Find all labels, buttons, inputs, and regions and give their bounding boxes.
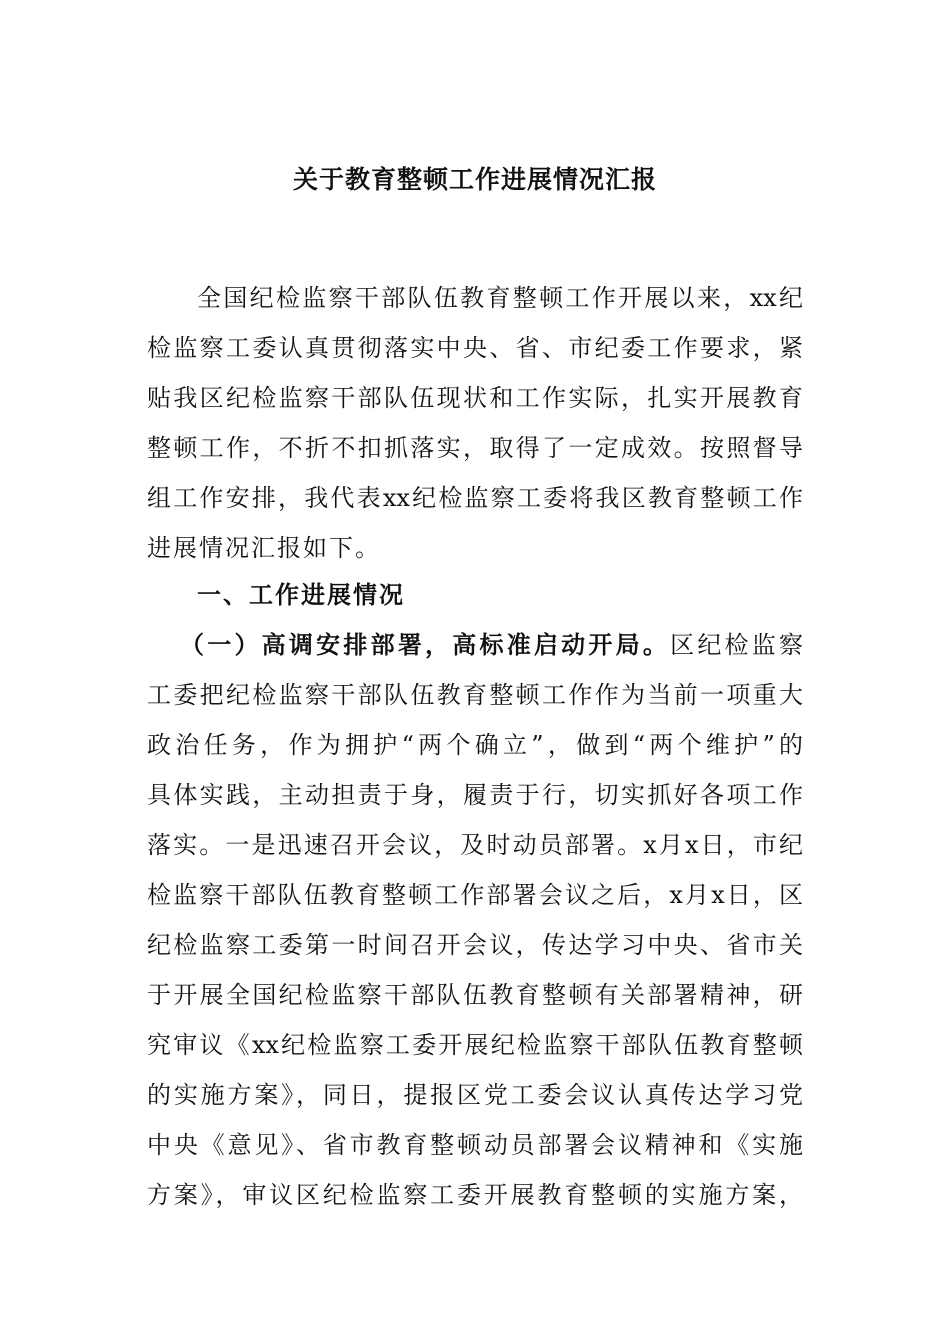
paragraph-line: 政治任务，作为拥护“两个确立”，做到“两个维护”的 [147, 731, 803, 759]
paragraph-line: 全国纪检监察干部队伍教育整顿工作开展以来，xx纪 [197, 284, 803, 312]
paragraph-line: 具体实践，主动担责于身，履责于行，切实抓好各项工作 [147, 781, 803, 809]
paragraph-line: 方案》，审议区纪检监察工委开展教育整顿的实施方案， [147, 1181, 803, 1209]
subsection-heading: （一）高调安排部署，高标准启动开局。 [180, 630, 671, 659]
paragraph-line: 整顿工作，不折不扣抓落实，取得了一定成效。按照督导 [147, 434, 803, 462]
paragraph-line: 进展情况汇报如下。 [147, 534, 381, 562]
paragraph-line: 检监察工委认真贯彻落实中央、省、市纪委工作要求，紧 [147, 334, 803, 362]
paragraph-line: 的实施方案》，同日，提报区党工委会议认真传达学习党 [147, 1081, 803, 1109]
paragraph-line: 工委把纪检监察干部队伍教育整顿工作作为当前一项重大 [147, 681, 803, 709]
document-title: 关于教育整顿工作进展情况汇报 [292, 165, 657, 194]
subsection-text: 区纪检监察 [670, 631, 804, 659]
paragraph-line: 于开展全国纪检监察干部队伍教育整顿有关部署精神，研 [147, 981, 803, 1009]
subsection-first-line [180, 620, 803, 670]
paragraph-line: 检监察干部队伍教育整顿工作部署会议之后，x月x日，区 [147, 881, 803, 909]
paragraph-line: 纪检监察工委第一时间召开会议，传达学习中央、省市关 [147, 931, 803, 959]
paragraph-line: 组工作安排，我代表xx纪检监察工委将我区教育整顿工作 [147, 484, 803, 512]
paragraph-line: 贴我区纪检监察干部队伍现状和工作实际，扎实开展教育 [147, 384, 803, 412]
section-heading: 一、工作进展情况 [197, 580, 405, 609]
paragraph-line: 中央《意见》、省市教育整顿动员部署会议精神和《实施 [147, 1131, 803, 1159]
paragraph-line: 落实。一是迅速召开会议，及时动员部署。x月x日，市纪 [147, 831, 803, 859]
paragraph-line: 究审议《xx纪检监察工委开展纪检监察干部队伍教育整顿 [147, 1031, 803, 1059]
